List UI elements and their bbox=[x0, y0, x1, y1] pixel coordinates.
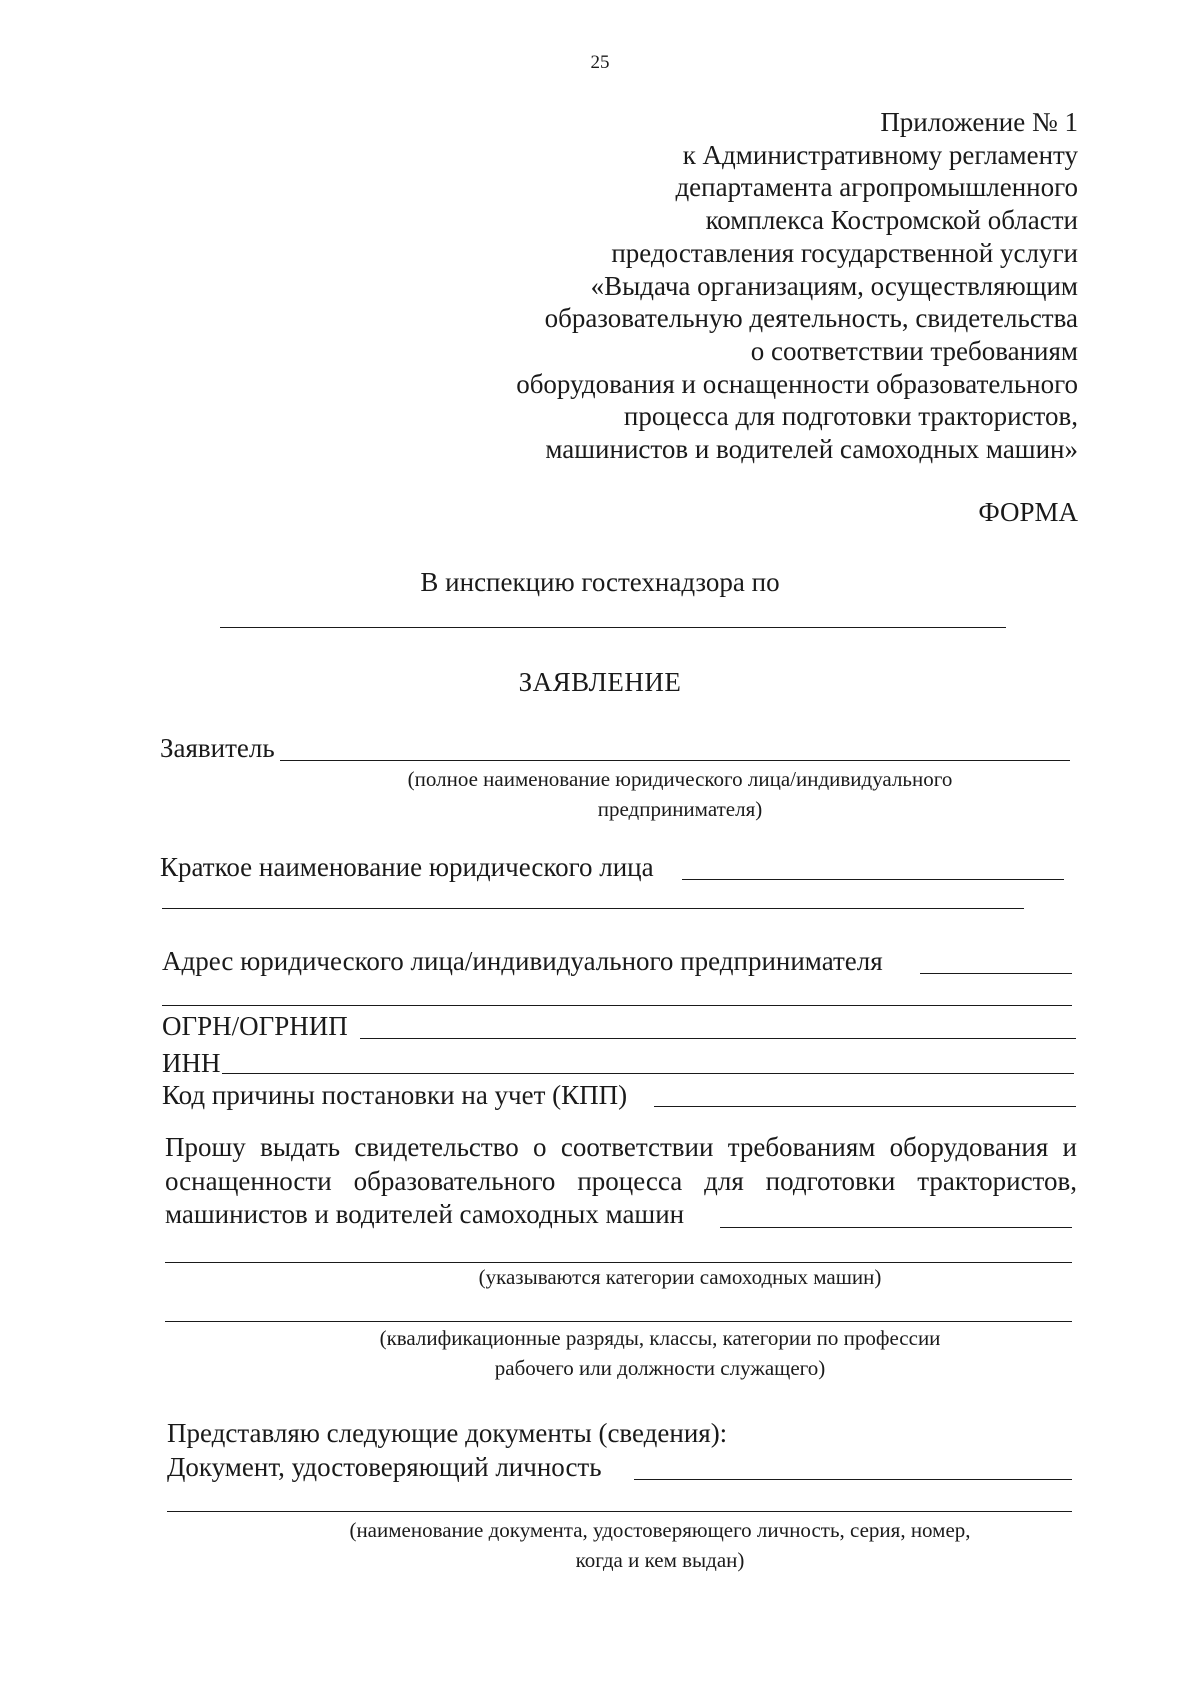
identity-hint-line: когда и кем выдан) bbox=[575, 1548, 745, 1572]
qualification-hint-line: (квалификационные разряды, классы, категории по профессии bbox=[379, 1326, 941, 1350]
documents-intro: Представляю следующие документы (сведения): bbox=[167, 1418, 728, 1448]
request-paragraph bbox=[165, 1130, 1077, 1198]
categories-blank[interactable] bbox=[720, 1227, 1072, 1228]
qualification-blank[interactable] bbox=[165, 1321, 1072, 1322]
appendix-line: оборудования и оснащенности образовательного bbox=[516, 368, 1078, 399]
request-line: Прошу выдать свидетельство о соответствии требованиям оборудования и bbox=[165, 1132, 1077, 1162]
identity-blank[interactable] bbox=[634, 1479, 1072, 1480]
request-line-3: машинистов и водителей самоходных машин bbox=[165, 1199, 685, 1229]
inspection-name-blank[interactable] bbox=[220, 627, 1006, 628]
request-line: оснащенности образовательного процесса для подготовки трактористов, bbox=[165, 1166, 1077, 1196]
identity-blank-2[interactable] bbox=[167, 1511, 1072, 1512]
addressee-line: В инспекцию гостехнадзора по bbox=[420, 567, 780, 597]
identity-hint-line: (наименование документа, удостоверяющего личность, серия, номер, bbox=[349, 1518, 971, 1542]
appendix-line: процесса для подготовки трактористов, bbox=[623, 401, 1078, 432]
appendix-line: о соответствии требованиям bbox=[750, 335, 1078, 366]
appendix-header bbox=[358, 106, 1078, 466]
applicant-label: Заявитель bbox=[160, 733, 275, 763]
ogrn-blank[interactable] bbox=[360, 1038, 1076, 1039]
applicant-hint-line: предпринимателя) bbox=[597, 797, 763, 821]
appendix-line: образовательную деятельность, свидетельства bbox=[544, 303, 1078, 334]
short-name-label: Краткое наименование юридического лица bbox=[160, 852, 654, 882]
inn-label: ИНН bbox=[162, 1048, 221, 1078]
form-label: ФОРМА bbox=[978, 497, 1078, 527]
short-name-blank[interactable] bbox=[682, 879, 1064, 880]
identity-label: Документ, удостоверяющий личность bbox=[167, 1452, 602, 1482]
address-blank-2[interactable] bbox=[162, 1005, 1072, 1006]
categories-hint: (указываются категории самоходных машин) bbox=[478, 1265, 882, 1289]
appendix-line: департамента агропромышленного bbox=[675, 172, 1078, 203]
page-number: 25 bbox=[590, 52, 610, 73]
applicant-hint-line: (полное наименование юридического лица/индивидуального bbox=[407, 767, 953, 791]
appendix-line: предоставления государственной услуги bbox=[611, 237, 1078, 268]
qualification-hint bbox=[260, 1323, 1060, 1383]
qualification-hint-line: рабочего или должности служащего) bbox=[494, 1356, 826, 1380]
appendix-line: «Выдача организациям, осуществляющим bbox=[590, 270, 1078, 301]
short-name-blank-2[interactable] bbox=[162, 908, 1024, 909]
applicant-blank[interactable] bbox=[280, 760, 1070, 761]
kpp-blank[interactable] bbox=[654, 1106, 1076, 1107]
appendix-line: Приложение № 1 bbox=[880, 107, 1078, 137]
ogrn-label: ОГРН/ОГРНИП bbox=[162, 1011, 348, 1041]
inn-blank[interactable] bbox=[222, 1073, 1074, 1074]
appendix-line: к Административному регламенту bbox=[682, 139, 1078, 170]
identity-hint bbox=[240, 1515, 1080, 1575]
kpp-label: Код причины постановки на учет (КПП) bbox=[162, 1080, 628, 1110]
applicant-hint bbox=[300, 764, 1060, 824]
document-title: ЗАЯВЛЕНИЕ bbox=[518, 667, 682, 697]
appendix-line: машинистов и водителей самоходных машин» bbox=[545, 434, 1078, 465]
address-label: Адрес юридического лица/индивидуального предпринимателя bbox=[162, 946, 883, 976]
appendix-line: комплекса Костромской области bbox=[705, 205, 1078, 236]
address-blank[interactable] bbox=[920, 973, 1072, 974]
